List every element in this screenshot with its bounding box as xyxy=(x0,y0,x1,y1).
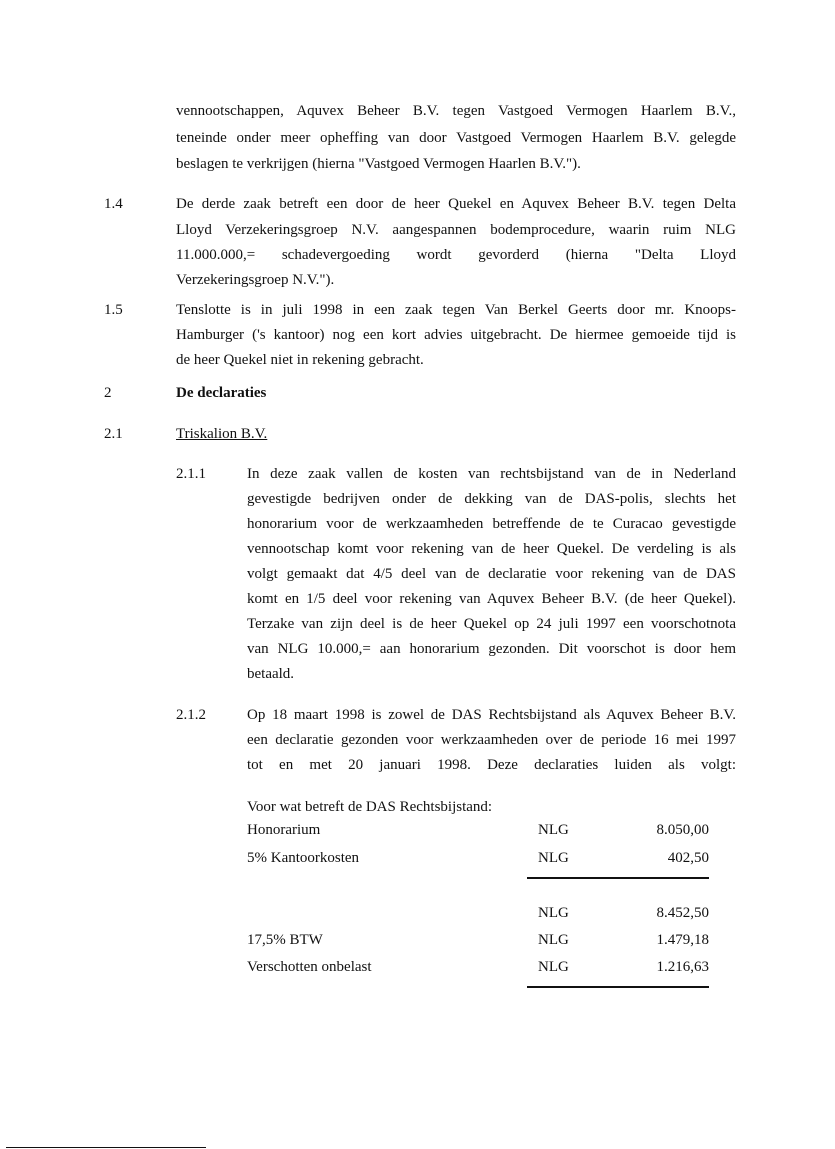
text-line: vennootschap komt voor rekening van de heer Quekel. De verdeling is als xyxy=(247,541,736,557)
text-line: tot en met 20 januari 1998. Deze declaraties luiden als volgt: xyxy=(247,757,736,773)
subheading: Voor wat betreft de DAS Rechtsbijstand: xyxy=(247,799,493,815)
section-title: Triskalion B.V. xyxy=(176,426,268,442)
text-line: Tenslotte is in juli 1998 in een zaak tegen Van Berkel Geerts door mr. Knoops- xyxy=(176,302,736,318)
text-line: Op 18 maart 1998 is zowel de DAS Rechtsbijstand als Aquvex Beheer B.V. xyxy=(247,707,736,723)
row-label: 5% Kantoorkosten xyxy=(247,850,360,866)
text-line: teneinde onder meer opheffing van door Vastgoed Vermogen Haarlem B.V. gelegde xyxy=(176,130,736,146)
row-label: 17,5% BTW xyxy=(247,932,323,948)
row-amount: 1.216,63 xyxy=(656,959,709,975)
total-rule xyxy=(527,986,709,988)
text-line: honorarium voor de werkzaamheden betreffende de te Curacao gevestigde xyxy=(247,516,736,532)
text-line: 11.000.000,= schadevergoeding wordt gevorderd (hierna "Delta Lloyd xyxy=(176,247,736,263)
text-line: De derde zaak betreft een door de heer Quekel en Aquvex Beheer B.V. tegen Delta xyxy=(176,196,736,212)
text-line: Lloyd Verzekeringsgroep N.V. aangespannen bodemprocedure, waarin ruim NLG xyxy=(176,222,736,238)
text-line: beslagen te verkrijgen (hierna "Vastgoed Vermogen Haarlen B.V."). xyxy=(176,156,581,172)
text-line: van NLG 10.000,= aan honorarium gezonden. Dit voorschot is door hem xyxy=(247,641,736,657)
row-label: Verschotten onbelast xyxy=(247,959,372,975)
row-currency: NLG xyxy=(538,932,569,948)
text-line: vennootschappen, Aquvex Beheer B.V. tegen Vastgoed Vermogen Haarlem B.V., xyxy=(176,103,736,119)
text-line: een declaratie gezonden voor werkzaamheden over de periode 16 mei 1997 xyxy=(247,732,736,748)
section-number: 1.5 xyxy=(104,302,123,318)
text-line: betaald. xyxy=(247,666,295,682)
text-line: gevestigde bedrijven onder de dekking van de DAS-polis, slechts het xyxy=(247,491,736,507)
footnote-separator xyxy=(6,1147,206,1148)
row-currency: NLG xyxy=(538,959,569,975)
row-amount: 8.452,50 xyxy=(656,905,709,921)
text-line: de heer Quekel niet in rekening gebracht. xyxy=(176,352,424,368)
row-currency: NLG xyxy=(538,905,569,921)
section-number: 2.1.2 xyxy=(176,707,206,723)
row-amount: 402,50 xyxy=(667,850,709,866)
text-line: Hamburger ('s kantoor) nog een kort advies uitgebracht. De hiermee gemoeide tijd is xyxy=(176,327,736,343)
subtotal-rule xyxy=(527,877,709,879)
section-number: 1.4 xyxy=(104,196,123,212)
text-line: Terzake van zijn deel is de heer Quekel op 24 juli 1997 een voorschotnota xyxy=(247,616,736,632)
text-line: komt en 1/5 deel voor rekening van Aquvex Beheer B.V. (de heer Quekel). xyxy=(247,591,736,607)
row-currency: NLG xyxy=(538,850,569,866)
section-number: 2.1.1 xyxy=(176,466,206,482)
section-number: 2.1 xyxy=(104,426,123,442)
section-title: De declaraties xyxy=(176,385,267,401)
text-line: In deze zaak vallen de kosten van rechtsbijstand van de in Nederland xyxy=(247,466,736,482)
row-amount: 8.050,00 xyxy=(656,822,709,838)
text-line: Verzekeringsgroep N.V."). xyxy=(176,272,335,288)
section-number: 2 xyxy=(104,385,112,401)
row-currency: NLG xyxy=(538,822,569,838)
row-label: Honorarium xyxy=(247,822,321,838)
row-amount: 1.479,18 xyxy=(656,932,709,948)
text-line: volgt gemaakt dat 4/5 deel van de declaratie voor rekening van de DAS xyxy=(247,566,736,582)
